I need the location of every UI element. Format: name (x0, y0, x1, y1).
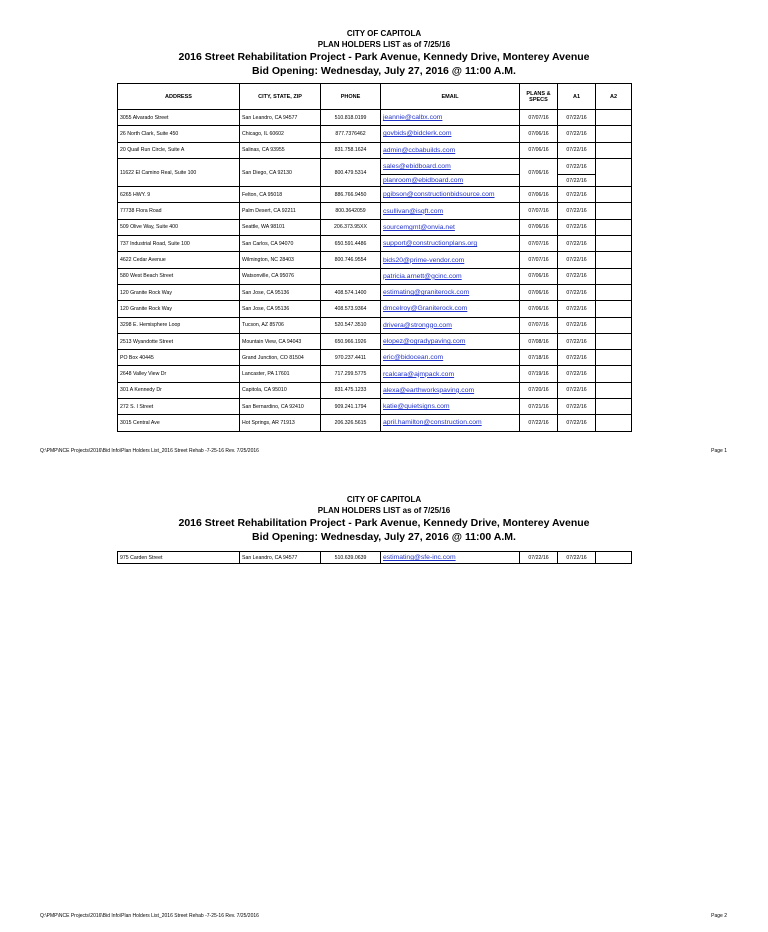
col-a1: A1 (558, 84, 596, 110)
table-row (118, 268, 632, 284)
email-link[interactable]: patricia.arnett@gcinc.com (381, 268, 520, 284)
city-cell: San Jose, CA 95136 (240, 301, 321, 317)
phone-cell: 650.591.4486 (321, 236, 381, 252)
city-cell: Grand Junction, CO 81504 (240, 350, 321, 366)
city-cell: Tucson, AZ 85706 (240, 317, 321, 333)
table-row (118, 301, 632, 317)
email-link[interactable]: alexa@earthworkspaving.com (381, 382, 520, 398)
city-title: CITY OF CAPITOLA (346, 495, 422, 504)
table-row (118, 219, 632, 235)
a1-cell: 07/22/16 (558, 552, 596, 564)
email-link[interactable]: elopez@ogradypaving.com (381, 333, 520, 349)
email-link[interactable]: sourcemgmt@onvia.net (381, 219, 520, 235)
list-title: PLAN HOLDERS LIST as of 7/25/16 (317, 506, 451, 515)
a1-cell: 07/22/16 (558, 187, 596, 203)
a2-cell (596, 399, 632, 415)
email-link[interactable]: pgibson@constructionbidsource.com (381, 187, 520, 203)
table-row (118, 236, 632, 252)
plans-cell: 07/07/16 (520, 236, 558, 252)
address-cell: 77738 Flora Road (118, 203, 240, 219)
city-cell: Hot Springs, AR 71913 (240, 415, 321, 431)
plans-cell: 07/07/16 (520, 252, 558, 268)
plans-cell: 07/22/16 (520, 552, 558, 564)
plans-cell: 07/06/16 (520, 158, 558, 186)
a2-cell (596, 158, 632, 186)
email-link[interactable]: estimating@sfe-inc.com (381, 552, 520, 564)
project-title: 2016 Street Rehabilitation Project - Park Avenue, Kennedy Drive, Monterey Avenue (178, 517, 590, 529)
table-row (118, 366, 632, 382)
city-cell: Felton, CA 95018 (240, 187, 321, 203)
a2-cell (596, 187, 632, 203)
city-cell: San Leandro, CA 94577 (240, 110, 321, 126)
a2-cell (596, 268, 632, 284)
a2-cell (596, 317, 632, 333)
email-link[interactable]: csullivan@isqft.com (381, 203, 520, 219)
city-cell: Salinas, CA 93955 (240, 142, 321, 158)
address-cell: 975 Carden Street (118, 552, 240, 564)
table-row (118, 203, 632, 219)
email-link[interactable]: jeannie@calbx.com (381, 110, 520, 126)
a2-cell (596, 382, 632, 398)
a2-cell (596, 142, 632, 158)
city-title: CITY OF CAPITOLA (346, 29, 422, 38)
table-row (118, 333, 632, 349)
footer-path-page2: Q:\PMP\NCE Projects\2016\Bid Info\Plan Holders List_2016 Street Rehab -7-25-16 Rev. 7/25/2016 (40, 913, 259, 919)
phone-cell: 800.3642059 (321, 203, 381, 219)
city-cell: Palm Desert, CA 92211 (240, 203, 321, 219)
a1-cell: 07/22/16 (558, 382, 596, 398)
page-number-1: Page 1 (711, 448, 727, 454)
phone-cell: 408.574.1400 (321, 284, 381, 300)
a1-cell: 07/22/16 (558, 203, 596, 219)
table-row (118, 552, 632, 564)
project-title: 2016 Street Rehabilitation Project - Park Avenue, Kennedy Drive, Monterey Avenue (178, 51, 590, 63)
email-link[interactable]: estimating@graniterock.com (381, 284, 520, 300)
email-link[interactable]: bids20@prime-vendor.com (381, 252, 520, 268)
page1-header (0, 28, 768, 78)
plans-cell: 07/07/16 (520, 317, 558, 333)
plan-holders-table-page1 (117, 83, 632, 432)
address-cell: 26 North Clark, Suite 450 (118, 126, 240, 142)
city-cell: Chicago, IL 60602 (240, 126, 321, 142)
phone-cell: 886.766.9450 (321, 187, 381, 203)
plans-cell: 07/06/16 (520, 219, 558, 235)
col-email: EMAIL (381, 84, 520, 110)
phone-cell: 800.746.9554 (321, 252, 381, 268)
table-row (118, 284, 632, 300)
a2-cell (596, 203, 632, 219)
plans-cell: 07/06/16 (520, 126, 558, 142)
phone-cell: 520.547.3510 (321, 317, 381, 333)
address-cell: 3015 Central Ave (118, 415, 240, 431)
phone-cell: 970.237.4411 (321, 350, 381, 366)
plans-cell: 07/06/16 (520, 142, 558, 158)
bid-opening: Bid Opening: Wednesday, July 27, 2016 @ 11:00 A.M. (252, 531, 516, 543)
plans-cell: 07/18/16 (520, 350, 558, 366)
address-cell: 580 West Beach Street (118, 268, 240, 284)
address-cell: 509 Olive Way, Suite 400 (118, 219, 240, 235)
a2-cell (596, 219, 632, 235)
table-row (118, 142, 632, 158)
a2-cell (596, 252, 632, 268)
list-title: PLAN HOLDERS LIST as of 7/25/16 (317, 40, 451, 49)
table-row (118, 350, 632, 366)
email-link[interactable]: rcalcara@ajmpack.com (381, 366, 520, 382)
a1-cell: 07/22/16 (558, 142, 596, 158)
address-cell: 272 S. I Street (118, 399, 240, 415)
a2-cell (596, 236, 632, 252)
email-link[interactable]: admin@ccbabuilds.com (381, 142, 520, 158)
a1-cell: 07/22/16 (558, 350, 596, 366)
plans-cell: 07/06/16 (520, 301, 558, 317)
email-link[interactable]: dmcelroy@Graniterock.com (381, 301, 520, 317)
city-cell: Watsonville, CA 95076 (240, 268, 321, 284)
table-row (118, 399, 632, 415)
a1-cell: 07/22/16 (558, 219, 596, 235)
table-row (118, 382, 632, 398)
address-cell: 737 Industrial Road, Suite 100 (118, 236, 240, 252)
phone-cell: 510.639.0639 (321, 552, 381, 564)
plans-cell: 07/22/16 (520, 415, 558, 431)
a1-cell: 07/22/16 (558, 415, 596, 431)
plans-cell: 07/08/16 (520, 333, 558, 349)
plans-cell: 07/06/16 (520, 268, 558, 284)
address-cell: 3298 E. Hemisphere Loop (118, 317, 240, 333)
a2-cell (596, 284, 632, 300)
phone-cell: 408.573.9364 (321, 301, 381, 317)
table-header-row (118, 84, 632, 110)
plans-cell: 07/07/16 (520, 110, 558, 126)
city-cell: San Carlos, CA 94070 (240, 236, 321, 252)
a1-cell: 07/22/16 (558, 252, 596, 268)
a1-cell: 07/22/16 (558, 301, 596, 317)
a1-cell: 07/22/16 (558, 126, 596, 142)
city-cell: San Bernardino, CA 92410 (240, 399, 321, 415)
phone-cell: 877.7376462 (321, 126, 381, 142)
phone-cell: 510.818.0199 (321, 110, 381, 126)
phone-cell: 717.299.5775 (321, 366, 381, 382)
plans-cell: 07/07/16 (520, 203, 558, 219)
email-link[interactable]: katie@quietsigns.com (381, 399, 520, 415)
a1-cell: 07/22/16 (558, 158, 596, 174)
table-row (118, 317, 632, 333)
table-row (118, 158, 632, 174)
address-cell: 6265 HWY. 9 (118, 187, 240, 203)
page2-header (0, 494, 768, 544)
a1-cell: 07/22/16 (558, 110, 596, 126)
col-city: CITY, STATE, ZIP (240, 84, 321, 110)
a1-cell: 07/22/16 (558, 333, 596, 349)
city-cell: Capitola, CA 95010 (240, 382, 321, 398)
col-plans: PLANS & SPECS (520, 84, 558, 110)
a2-cell (596, 333, 632, 349)
page-number-2: Page 2 (711, 913, 727, 919)
a1-cell: 07/22/16 (558, 284, 596, 300)
city-cell: San Jose, CA 95136 (240, 284, 321, 300)
email-link[interactable]: eric@bidocean.com (381, 350, 520, 366)
city-cell: Wilmington, NC 28403 (240, 252, 321, 268)
a2-cell (596, 415, 632, 431)
a1-cell: 07/22/16 (558, 268, 596, 284)
a1-cell: 07/22/16 (558, 366, 596, 382)
a1-cell: 07/22/16 (558, 175, 596, 187)
city-cell: Seattle, WA 98101 (240, 219, 321, 235)
address-cell: 120 Granite Rock Way (118, 301, 240, 317)
phone-cell: 831.475.1233 (321, 382, 381, 398)
footer-path-page1: Q:\PMP\NCE Projects\2016\Bid Info\Plan Holders List_2016 Street Rehab -7-25-16 Rev. 7/25/2016 (40, 448, 259, 454)
email-link[interactable]: planroom@ebidboard.com (381, 175, 520, 187)
a2-cell (596, 552, 632, 564)
plans-cell: 07/20/16 (520, 382, 558, 398)
phone-cell: 800.479.5314 (321, 158, 381, 186)
email-link[interactable]: sales@ebidboard.com (381, 158, 520, 174)
a1-cell: 07/22/16 (558, 317, 596, 333)
phone-cell: 909.241.1794 (321, 399, 381, 415)
a1-cell: 07/22/16 (558, 399, 596, 415)
a2-cell (596, 366, 632, 382)
phone-cell (321, 268, 381, 284)
phone-cell: 206.373.95XX (321, 219, 381, 235)
col-a2: A2 (596, 84, 632, 110)
a1-cell: 07/22/16 (558, 236, 596, 252)
plans-cell: 07/19/16 (520, 366, 558, 382)
address-cell: 301 A Kennedy Dr (118, 382, 240, 398)
address-cell: 11622 El Camino Real, Suite 100 (118, 158, 240, 186)
table-row (118, 187, 632, 203)
plans-cell: 07/06/16 (520, 187, 558, 203)
phone-cell: 206.326.5615 (321, 415, 381, 431)
table-row (118, 252, 632, 268)
city-cell: San Leandro, CA 94577 (240, 552, 321, 564)
address-cell: 3055 Alvarado Street (118, 110, 240, 126)
plans-cell: 07/06/16 (520, 284, 558, 300)
bid-opening: Bid Opening: Wednesday, July 27, 2016 @ 11:00 A.M. (252, 65, 516, 77)
col-address: ADDRESS (118, 84, 240, 110)
a2-cell (596, 301, 632, 317)
address-cell: PO Box 40445 (118, 350, 240, 366)
city-cell: Mountain View, CA 94043 (240, 333, 321, 349)
city-cell: Lancaster, PA 17601 (240, 366, 321, 382)
email-link[interactable]: govbids@bidclerk.com (381, 126, 520, 142)
email-link[interactable]: drivera@stronggo.com (381, 317, 520, 333)
table-row (118, 415, 632, 431)
table-row (118, 126, 632, 142)
address-cell: 120 Granite Rock Way (118, 284, 240, 300)
email-link[interactable]: april.hamilton@construction.com (381, 415, 520, 431)
table-row (118, 110, 632, 126)
a2-cell (596, 126, 632, 142)
address-cell: 2648 Valley View Dr (118, 366, 240, 382)
a2-cell (596, 110, 632, 126)
col-phone: PHONE (321, 84, 381, 110)
phone-cell: 650.966.1926 (321, 333, 381, 349)
plans-cell: 07/21/16 (520, 399, 558, 415)
plan-holders-table-page2 (117, 551, 632, 564)
address-cell: 4622 Cedar Avenue (118, 252, 240, 268)
city-cell: San Diego, CA 92130 (240, 158, 321, 186)
a2-cell (596, 350, 632, 366)
phone-cell: 831.758.1624 (321, 142, 381, 158)
email-link[interactable]: support@constructionplans.org (381, 236, 520, 252)
address-cell: 20 Quail Run Circle, Suite A (118, 142, 240, 158)
address-cell: 2513 Wyandotte Street (118, 333, 240, 349)
